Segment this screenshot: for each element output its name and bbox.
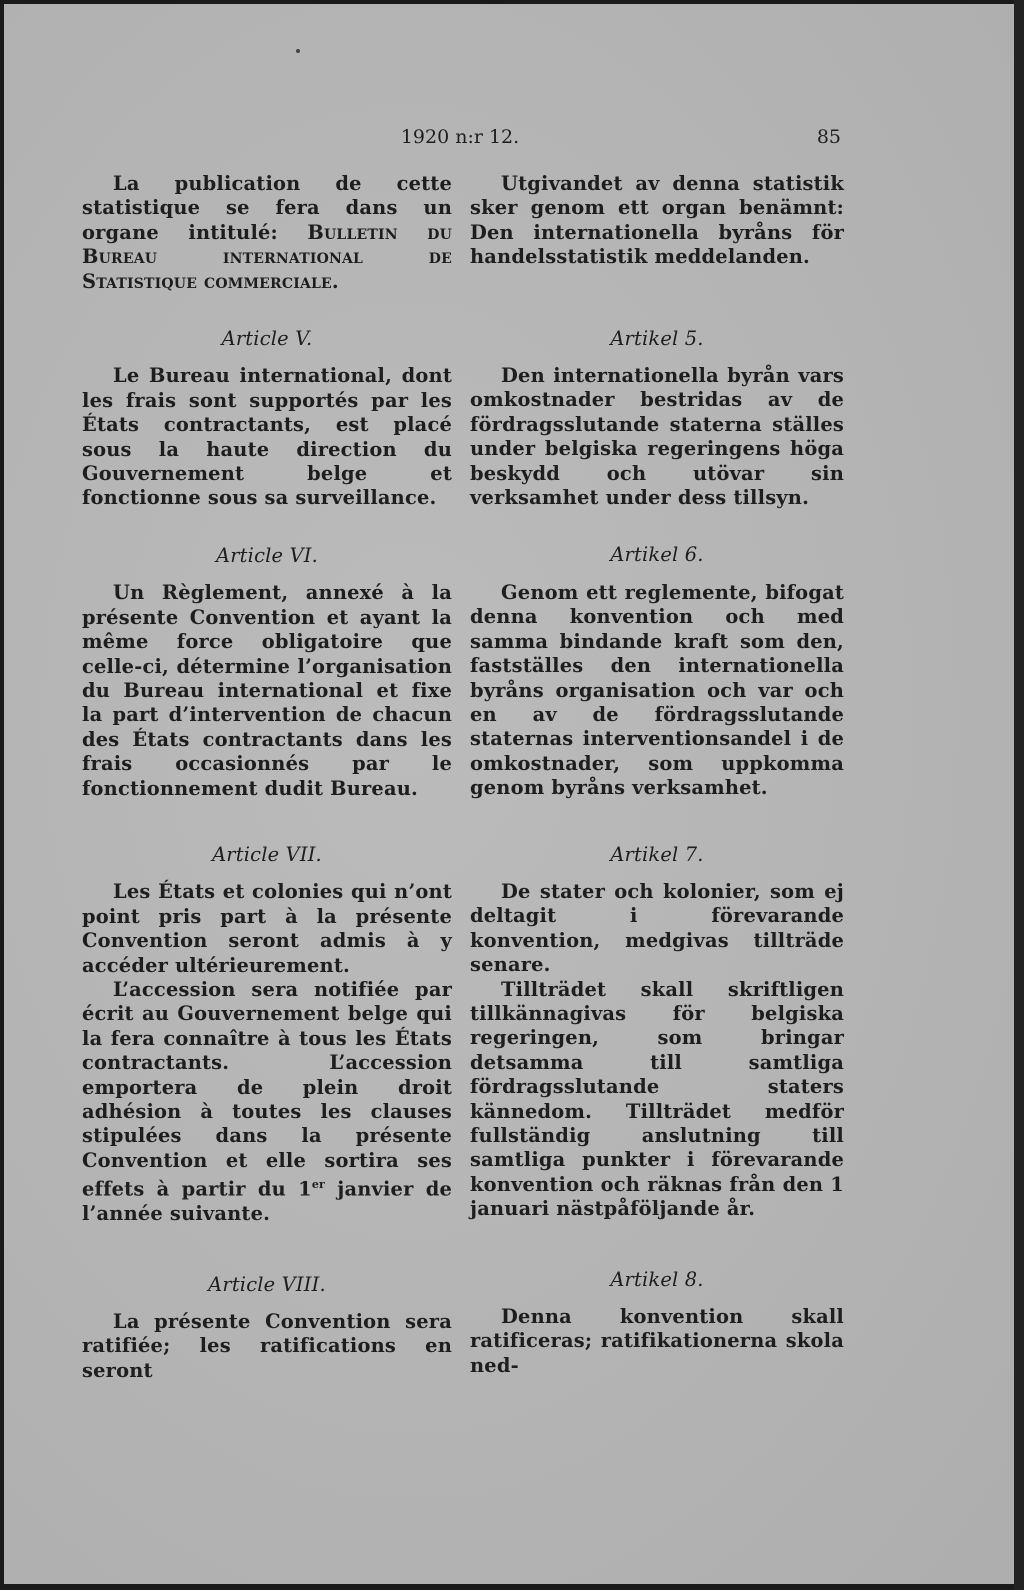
fr-article-8-heading: Article VIII. <box>208 1272 326 1296</box>
sv-article-8-text: Denna konvention skall ratificeras; ratifikationerna skola ned- <box>470 1305 844 1377</box>
scan-border <box>1014 0 1024 1590</box>
sv-article-8-heading: Artikel 8. <box>610 1267 704 1291</box>
fr-article-7-text-2-end: janvier de l’année suivante. <box>82 1177 452 1226</box>
sv-article-7-text-1: De stater och kolonier, som ej deltagit i förevarande konvention, medgivas tillträde senare. <box>470 879 844 977</box>
sv-article-5-text: Den internationella byrån vars omkostnader bestridas av de fördragsslutande staterna ställes under belgiska regeringens höga beskydd och utövar sin verksamhet under dess tillsyn. <box>470 364 844 510</box>
fr-article-7-text-1: Les États et colonies qui n’ont point pris part à la présente Convention seront admis à y accéder ultérieurement. <box>82 880 452 977</box>
sv-article-7-heading: Artikel 7. <box>610 842 704 866</box>
sv-article-5-heading: Artikel 5. <box>610 326 704 350</box>
fr-intro-text: La publication de cette statistique se fera dans un organe intitulé: <box>82 172 452 244</box>
sv-article-7-text-2: Tillträdet skall skriftligen tillkännagivas för belgiska regeringen, som bringar detsamma till samtliga fördragsslutande staters kännedom. Tillträdet medför fullständig anslutning till samtliga punkter i förevarande konvention och räknas från den 1 januari nästpåföljande år. <box>470 977 844 1221</box>
sv-intro-paragraph: Utgivandet av denna statistik sker genom ett organ benämnt: Den internationella byråns för handelsstatistik meddelanden. <box>470 172 844 269</box>
fr-intro-paragraph <box>82 172 452 294</box>
swedish-column <box>470 172 844 1378</box>
sv-article-6-text: Genom ett reglemente, bifogat denna konvention och med samma bindande kraft som den, fastställes den internationella byråns organisation och var och en av de fördragsslutande staternas interventionsandel i de omkostnader, som uppkomma genom byråns verksamhet. <box>470 580 844 800</box>
fr-article-7-text-2 <box>82 978 452 1227</box>
fr-article-6-text: Un Règlement, annexé à la présente Convention et ayant la même force obligatoire que celle-ci, détermine l’organisation du Bureau international et fixe la part d’intervention de chacun des États contractants dans les frais occasionnés par le fonctionnement dudit Bureau. <box>82 581 452 800</box>
document-page <box>4 4 1016 1584</box>
fr-article-7-text-2-main: L’accession sera notifiée par écrit au Gouvernement belge qui la fera connaître à tous les États contractants. L’accession emportera de plein droit adhésion à toutes les clauses stipulées dans la présente Convention et elle sortira ses effets à partir du 1 <box>82 977 452 1201</box>
page-header <box>79 126 841 150</box>
print-speck <box>296 49 300 53</box>
fr-article-7-heading: Article VII. <box>212 842 322 866</box>
fr-ordinal-superscript: er <box>311 1178 326 1192</box>
fr-article-5-text: Le Bureau international, dont les frais sont supportés par les États contractants, est placé sous la haute direction du Gouvernement belge et fonctionne sous sa surveillance. <box>82 364 452 510</box>
sv-article-6-heading: Artikel 6. <box>610 543 704 567</box>
page-number: 85 <box>816 126 841 148</box>
fr-article-5-heading: Article V. <box>221 327 313 351</box>
french-column <box>82 172 452 1383</box>
fr-article-8-text: La présente Convention sera ratifiée; les ratifications en seront <box>82 1309 452 1382</box>
fr-article-6-heading: Article VI. <box>216 543 318 567</box>
running-title: 1920 n:r 12. <box>400 126 520 148</box>
fr-journal-title: Bulletin du Bureau international de Statistique commerciale. <box>82 220 452 293</box>
